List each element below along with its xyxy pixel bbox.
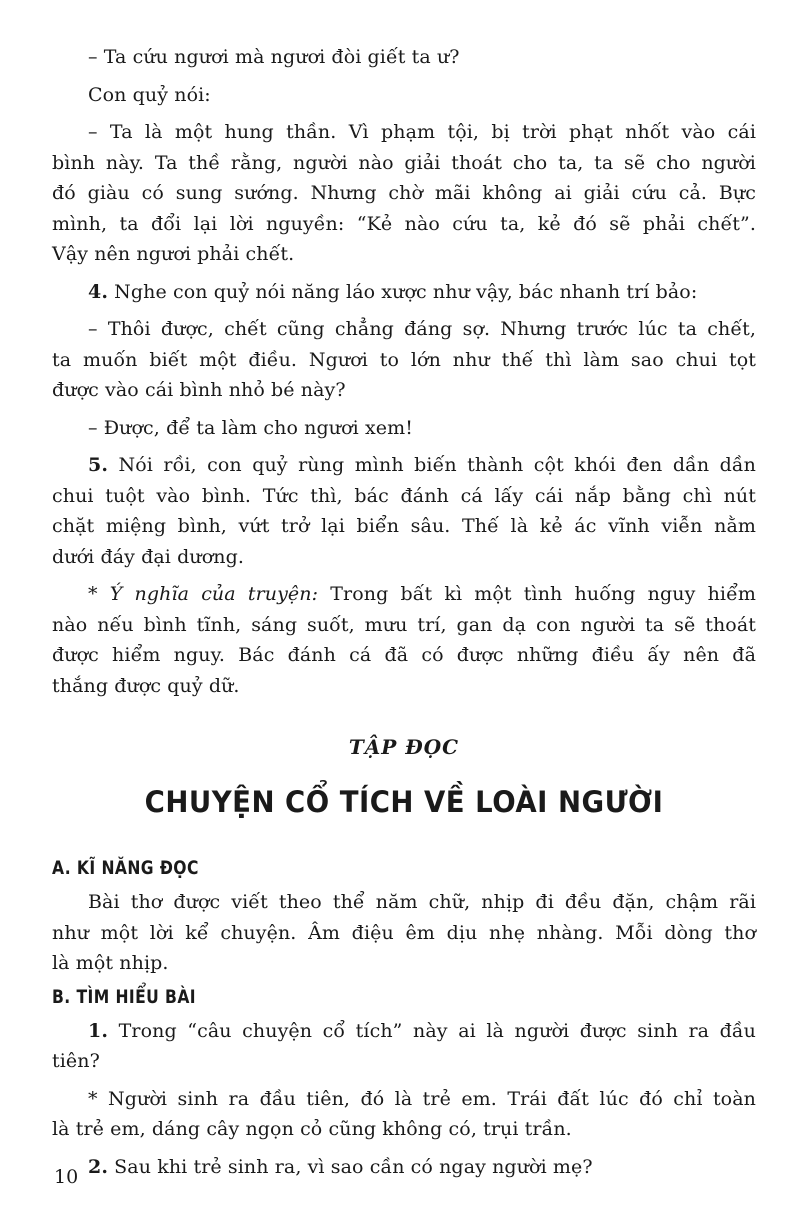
text-line (52, 948, 756, 979)
text-line (52, 579, 756, 610)
paragraph-lead: 4. (88, 280, 109, 303)
text-line (52, 375, 756, 406)
paragraph (52, 314, 756, 406)
line-text: ta muốn biết một điều. Ngươi to lớn như thế thì làm sao chui tọt (52, 348, 756, 371)
paragraph (52, 1152, 756, 1183)
paragraph-lead: 5. (88, 454, 109, 476)
line-text: thắng được quỷ dữ. (52, 674, 240, 697)
paragraph (52, 277, 756, 308)
line-text: * Người sinh ra đầu tiên, đó là trẻ em. Trái đất lúc đó chỉ toàn (88, 1087, 756, 1110)
text-line (52, 209, 756, 240)
page-number: 10 (54, 1166, 79, 1188)
text-line (52, 1114, 756, 1145)
section-label: TẬP ĐỌC (348, 735, 460, 759)
text-line (52, 345, 756, 376)
line-text: đó giàu có sung sướng. Nhưng chờ mãi không ai giải cứu cả. Bực (52, 182, 756, 204)
line-text: Con quỷ nói: (88, 83, 211, 106)
line-text: được vào cái bình nhỏ bé này? (52, 379, 346, 401)
line-text: Trong “câu chuyện cổ tích” này ai là người được sinh ra đầu (108, 1019, 756, 1042)
paragraph (52, 42, 756, 73)
text-line (52, 1046, 756, 1077)
paragraph-lead: * Ý nghĩa của truyện: (88, 583, 319, 605)
paragraph (52, 1016, 756, 1077)
text-line (52, 511, 756, 542)
line-text: được hiểm nguy. Bác đánh cá đã có được những điều ấy nên đã (52, 644, 756, 666)
text-line (52, 610, 756, 641)
text-line (52, 148, 756, 179)
line-text: chui tuột vào bình. Tức thì, bác đánh cá lấy cái nắp bằng chì nút (52, 484, 756, 507)
section-a-body (52, 887, 756, 979)
lesson-title: CHUYỆN CỔ TÍCH VỀ LOÀI NGƯỜI (144, 785, 664, 819)
line-text: – Được, để ta làm cho ngươi xem! (88, 416, 413, 439)
story-ending (52, 42, 756, 701)
paragraph (52, 887, 756, 979)
text-line (52, 918, 756, 949)
line-text: Trong bất kì một tình huống nguy hiểm (318, 583, 756, 605)
text-line (52, 542, 756, 573)
text-line (52, 1152, 756, 1183)
line-text: Nghe con quỷ nói năng láo xược như vậy, bác nhanh trí bảo: (108, 280, 698, 303)
text-line (52, 671, 756, 702)
paragraph-lead: 1. (88, 1019, 109, 1042)
paragraph-lead: 2. (88, 1155, 109, 1178)
line-text: bình này. Ta thề rằng, người nào giải thoát cho ta, ta sẽ cho người (52, 151, 756, 174)
line-text: là một nhịp. (52, 952, 169, 974)
line-text: – Ta là một hung thần. Vì phạm tội, bị trời phạt nhốt vào cái (88, 121, 756, 143)
text-line (52, 178, 756, 209)
text-line (52, 1084, 756, 1115)
section-b-heading: B. TÌM HIỂU BÀI (52, 985, 197, 1008)
text-line (52, 42, 756, 73)
text-line (52, 450, 756, 481)
line-text: – Thôi được, chết cũng chẳng đáng sợ. Nhưng trước lúc ta chết, (88, 318, 756, 340)
section-a-heading: A. KĨ NĂNG ĐỌC (52, 857, 199, 879)
text-line (52, 887, 756, 918)
text-line (52, 314, 756, 345)
line-text: nào nếu bình tĩnh, sáng suốt, mưu trí, gan dạ con người ta sẽ thoát (52, 613, 756, 636)
line-text: dưới đáy đại dương. (52, 545, 245, 568)
text-line (52, 277, 756, 308)
paragraph (52, 117, 756, 270)
paragraph (52, 80, 756, 111)
line-text: là trẻ em, dáng cây ngọn cỏ cũng không có, trụi trần. (52, 1118, 572, 1140)
book-page (52, 42, 756, 1189)
line-text: Nói rồi, con quỷ rùng mình biến thành cột khói đen dần dần (108, 454, 756, 476)
text-line (52, 1016, 756, 1047)
line-text: như một lời kể chuyện. Âm điệu êm dịu nhẹ nhàng. Mỗi dòng thơ (52, 921, 756, 944)
text-line (52, 413, 756, 444)
paragraph (52, 450, 756, 572)
text-line (52, 80, 756, 111)
text-line (52, 117, 756, 148)
line-text: Vậy nên ngươi phải chết. (52, 243, 295, 265)
line-text: – Ta cứu ngươi mà ngươi đòi giết ta ư? (88, 46, 460, 68)
line-text: Bài thơ được viết theo thể năm chữ, nhịp đi đều đặn, chậm rãi (88, 891, 756, 913)
line-text: mình, ta đổi lại lời nguyền: “Kẻ nào cứu ta, kẻ đó sẽ phải chết”. (52, 212, 756, 235)
paragraph (52, 413, 756, 444)
line-text: chặt miệng bình, vứt trở lại biển sâu. Thế là kẻ ác vĩnh viễn nằm (52, 515, 756, 537)
line-text: tiên? (52, 1050, 100, 1072)
section-b-body (52, 1016, 756, 1183)
paragraph (52, 1084, 756, 1145)
text-line (52, 640, 756, 671)
paragraph (52, 579, 756, 701)
text-line (52, 481, 756, 512)
line-text: Sau khi trẻ sinh ra, vì sao cần có ngay người mẹ? (108, 1155, 593, 1178)
text-line (52, 239, 756, 270)
